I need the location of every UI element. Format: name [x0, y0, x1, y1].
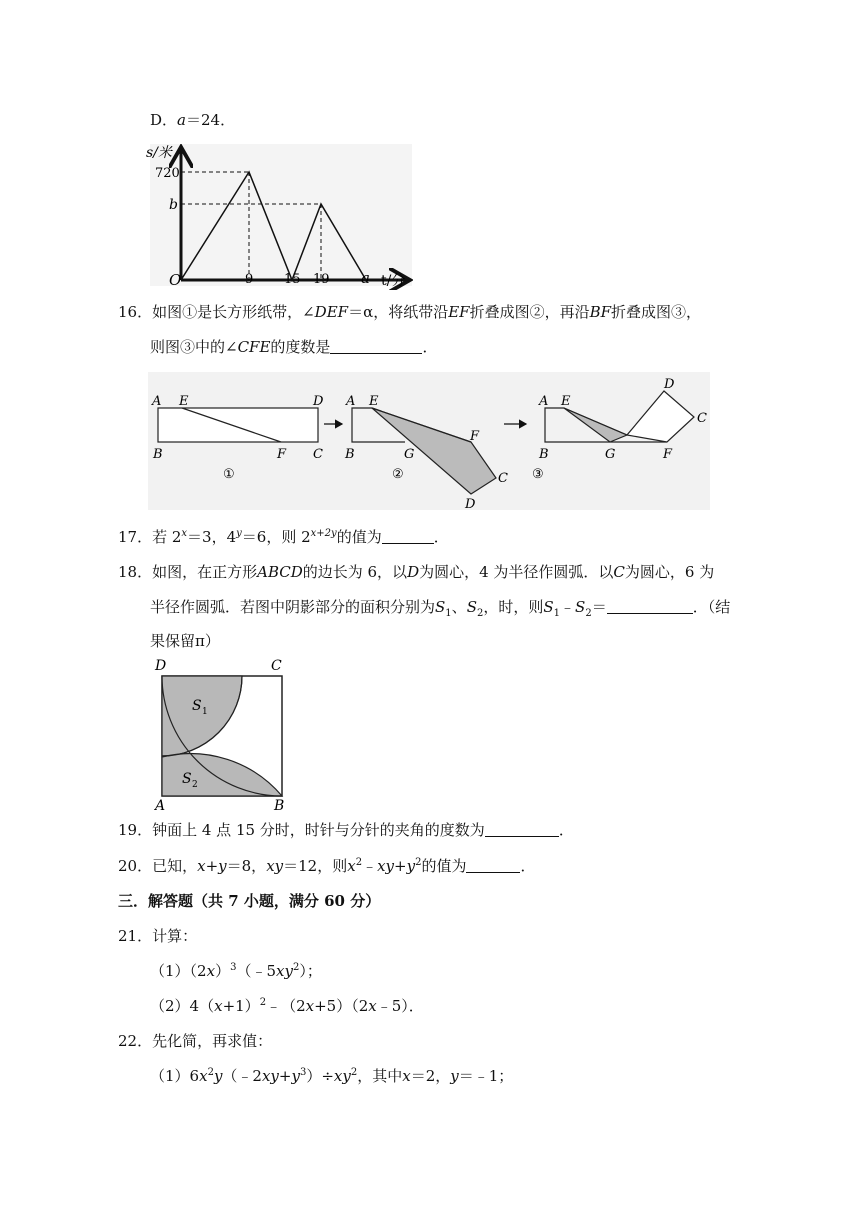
x-tick-a: a — [361, 269, 370, 287]
var: S — [575, 598, 586, 616]
label-s1: S — [192, 698, 202, 714]
q21-title — [118, 926, 197, 946]
y-tick-720: 720 — [155, 166, 180, 181]
text: ﹣5）． — [376, 997, 424, 1015]
var: xy — [276, 962, 293, 980]
label-d: D — [465, 497, 476, 510]
var: CFE — [237, 338, 271, 356]
figure-number: ① — [223, 467, 235, 482]
question-number: 22． — [118, 1032, 153, 1050]
exponent: 2 — [207, 1067, 214, 1078]
var: C — [613, 563, 625, 581]
section-heading — [118, 891, 380, 911]
q18-line2 — [150, 597, 730, 617]
q16-line2 — [150, 337, 437, 357]
option-var: a — [177, 111, 186, 129]
text: ＝6，则 2 — [241, 528, 311, 546]
var: S — [466, 598, 477, 616]
text: 的值为 — [421, 857, 467, 875]
var: DEF — [314, 303, 349, 321]
q17 — [118, 527, 449, 547]
text: 先化简，再求值： — [152, 1032, 273, 1050]
label-f: F — [663, 447, 673, 462]
text: ． — [433, 528, 449, 546]
text: 已知， — [152, 857, 198, 875]
square-arc-figure — [150, 656, 298, 812]
exponent: 2 — [259, 997, 267, 1008]
var: y — [450, 1067, 459, 1085]
q21-part2 — [150, 996, 424, 1016]
answer-blank[interactable] — [485, 822, 559, 837]
text: 钟面上 4 点 15 分时，时针与分针的夹角的度数为 — [152, 821, 485, 839]
exponent: x+2y — [310, 528, 337, 539]
q19 — [118, 820, 574, 840]
exponent: 2 — [292, 962, 300, 973]
subscript: 1 — [445, 608, 452, 619]
exponent: 2 — [415, 857, 422, 868]
var: x — [214, 997, 223, 1015]
text: ）； — [299, 962, 322, 980]
text: ＝﹣1； — [458, 1067, 514, 1085]
var: y — [291, 1067, 300, 1085]
text: ＝α，将纸带沿 — [348, 303, 449, 321]
question-number: 16． — [118, 303, 153, 321]
label-f: F — [277, 447, 287, 462]
exponent: y — [236, 528, 242, 539]
label-f: F — [470, 429, 480, 444]
exponent: 2 — [350, 1067, 358, 1078]
var: x — [305, 997, 315, 1015]
var: BF — [589, 303, 612, 321]
text: ＝12，则 — [283, 857, 348, 875]
label-a: A — [155, 798, 166, 812]
exponent: 3 — [299, 1067, 307, 1078]
x-tick-19: 19 — [313, 272, 330, 287]
label-d: D — [155, 658, 167, 674]
text: ） — [215, 962, 231, 980]
question-number: 21． — [118, 927, 153, 945]
text: 、 — [451, 598, 467, 616]
answer-blank[interactable] — [607, 599, 693, 614]
subscript: 2 — [476, 608, 484, 619]
y-tick-b: b — [169, 197, 178, 213]
label-a: A — [152, 394, 162, 409]
q18-line1 — [118, 562, 714, 582]
var: xy — [261, 1067, 279, 1085]
text: ． — [422, 338, 438, 356]
text: ）÷ — [306, 1067, 334, 1085]
label-e: E — [369, 394, 379, 409]
q20 — [118, 856, 535, 876]
var: x — [197, 857, 206, 875]
exponent: 3 — [230, 962, 237, 973]
q21-part1 — [150, 961, 322, 981]
text: （﹣2 — [222, 1067, 262, 1085]
text: + — [205, 857, 219, 875]
var: x — [199, 1067, 208, 1085]
label-c: C — [313, 447, 323, 462]
label-a: A — [539, 394, 549, 409]
q22-title — [118, 1031, 272, 1051]
text: 如图，在正方形 — [152, 563, 258, 581]
text: ﹣ — [560, 598, 576, 616]
label-d: D — [664, 377, 675, 392]
label-e: E — [179, 394, 189, 409]
label-s2: S — [182, 771, 192, 787]
label-s2-sub: 2 — [192, 780, 198, 790]
text: 若 2 — [152, 528, 182, 546]
label-b: B — [153, 447, 163, 462]
label-b: B — [274, 798, 285, 812]
var: x — [206, 962, 216, 980]
text: 的度数是 — [270, 338, 331, 356]
q18-line3 — [150, 631, 220, 651]
exponent: 2 — [355, 857, 363, 868]
text: （﹣5 — [236, 962, 276, 980]
text: ．（结 — [692, 598, 731, 616]
text: （1）（2 — [150, 962, 207, 980]
label-g: G — [404, 447, 415, 462]
var: x — [347, 857, 356, 875]
text: ＝3，4 — [187, 528, 237, 546]
subscript: 1 — [553, 608, 561, 619]
text: + — [278, 1067, 292, 1085]
subscript: 2 — [585, 608, 592, 619]
text: 为圆心，6 为 — [624, 563, 715, 581]
var: S — [435, 598, 446, 616]
q22-part1 — [150, 1066, 513, 1086]
text: ﹣（2 — [266, 997, 306, 1015]
label-g: G — [605, 447, 616, 462]
text: （2）4（ — [150, 997, 215, 1015]
q16-line1 — [118, 302, 701, 322]
text: （1）6 — [150, 1067, 200, 1085]
label-e: E — [561, 394, 571, 409]
question-number: 19． — [118, 821, 153, 839]
x-axis-label: t/分 — [381, 273, 406, 289]
var: D — [407, 563, 420, 581]
option-value: ＝24． — [185, 111, 236, 129]
graph-background — [150, 144, 412, 286]
var: ABCD — [257, 563, 303, 581]
text: 的边长为 6，以 — [302, 563, 408, 581]
text: ＝2， — [410, 1067, 451, 1085]
text: + — [394, 857, 407, 875]
text: 折叠成图③， — [611, 303, 702, 321]
x-tick-9: 9 — [245, 272, 254, 287]
text: 果保留π） — [150, 632, 220, 650]
var: y — [218, 857, 227, 875]
text: +1） — [222, 997, 260, 1015]
text: +5）（2 — [314, 997, 369, 1015]
x-tick-15: 15 — [284, 272, 301, 287]
text: 则图③中的∠ — [150, 338, 238, 356]
label-c: C — [697, 411, 707, 426]
text: 三．解答题（共 7 小题，满分 60 分） — [118, 892, 381, 910]
text: 如图①是长方形纸带，∠ — [152, 303, 315, 321]
text: 的值为 — [336, 528, 382, 546]
text: 为圆心，4 为半径作圆弧．以 — [419, 563, 614, 581]
var: x — [402, 1067, 411, 1085]
var: y — [213, 1067, 223, 1085]
text: 计算： — [152, 927, 198, 945]
var: S — [543, 598, 554, 616]
question-number: 17． — [118, 528, 153, 546]
exponent: x — [181, 528, 188, 539]
label-s1-sub: 1 — [202, 707, 208, 717]
var: xy — [377, 857, 395, 875]
text: 半径作圆弧．若图中阴影部分的面积分别为 — [150, 598, 436, 616]
var: y — [406, 857, 416, 875]
text: ，时，则 — [483, 598, 544, 616]
option-d — [150, 110, 235, 130]
figure-number: ③ — [532, 467, 544, 482]
label-b: B — [345, 447, 355, 462]
var: x — [368, 997, 377, 1015]
strip-1 — [158, 408, 318, 442]
question-number: 20． — [118, 857, 153, 875]
answer-blank[interactable] — [330, 339, 422, 354]
var: xy — [333, 1067, 351, 1085]
answer-blank[interactable] — [382, 529, 434, 544]
text: ＝ — [591, 598, 607, 616]
folding-figure — [148, 372, 710, 510]
text: ． — [558, 821, 574, 839]
text: ． — [520, 857, 536, 875]
distance-time-graph — [145, 140, 420, 290]
text: 折叠成图②，再沿 — [469, 303, 590, 321]
label-d: D — [313, 394, 324, 409]
text: ，其中 — [357, 1067, 403, 1085]
var: EF — [448, 303, 470, 321]
text: ﹣ — [362, 857, 378, 875]
var: xy — [266, 857, 284, 875]
label-a: A — [346, 394, 356, 409]
label-c: C — [498, 471, 508, 486]
label-c: C — [271, 658, 282, 674]
figure-number: ② — [392, 467, 404, 482]
option-letter: D． — [150, 111, 178, 129]
question-number: 18． — [118, 563, 153, 581]
label-b: B — [539, 447, 549, 462]
y-axis-label: s/米 — [146, 145, 172, 161]
origin-label: O — [169, 271, 182, 289]
answer-blank[interactable] — [466, 858, 520, 873]
text: ＝8， — [226, 857, 267, 875]
